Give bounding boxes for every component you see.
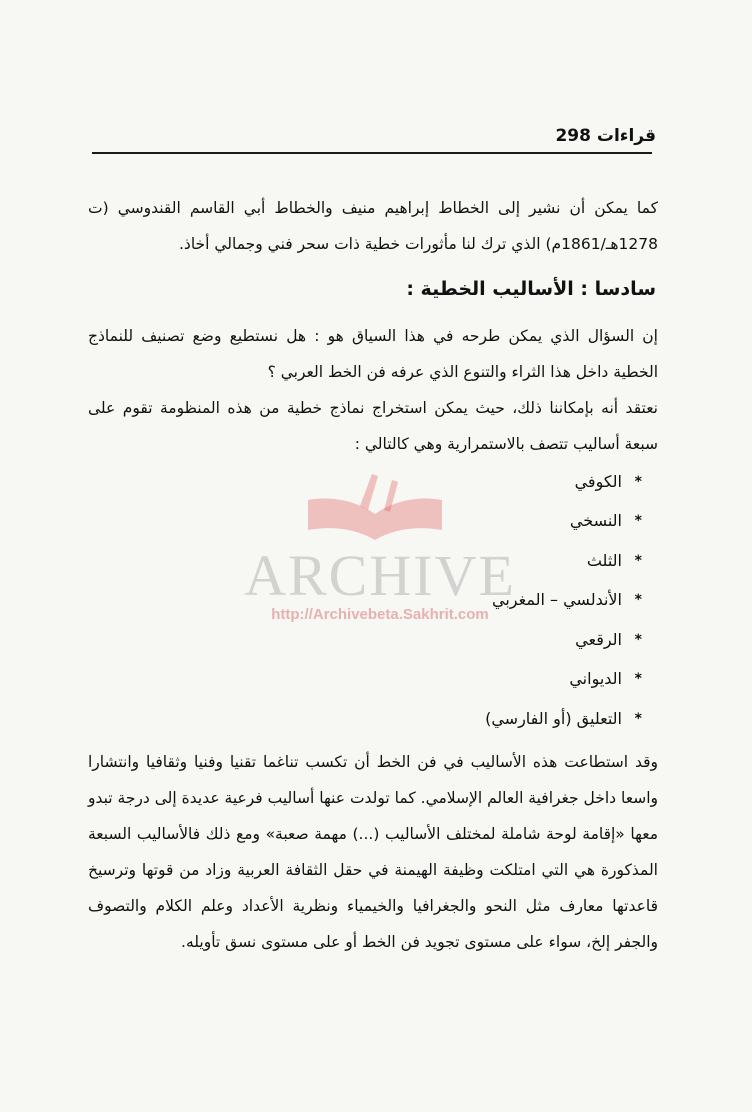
list-item (485, 581, 642, 621)
bullet-icon: * (634, 631, 642, 648)
bullet-icon: * (634, 473, 642, 490)
list-item (485, 699, 642, 739)
list-item (485, 462, 642, 502)
list-item (485, 541, 642, 581)
paragraph-question: إن السؤال الذي يمكن طرحه في هذا السياق هو : هل نستطيع وضع تصنيف للنماذج الخطية داخل هذا الثراء والتنوع الذي عرفه فن الخط العربي ؟ (88, 327, 658, 381)
list-item-label: الرقعي (575, 629, 622, 649)
list-item-label: النسخي (569, 511, 622, 531)
header-rule (92, 152, 652, 154)
bullet-icon: * (634, 671, 642, 688)
calligraphy-styles-list (485, 462, 642, 739)
list-item-label: الثلث (586, 550, 622, 570)
bullet-icon: * (634, 592, 642, 609)
open-book-logo-icon (300, 470, 450, 550)
list-item (485, 620, 642, 660)
list-item (485, 502, 642, 542)
list-item-label: الكوفي (574, 471, 622, 491)
paragraph-classification: نعتقد أنه بإمكاننا ذلك، حيث يمكن استخراج نماذج خطية من هذه المنظومة تقوم على سبعة أساليب تتصف بالاستمرارية وهي كالتالي : (88, 399, 658, 453)
list-item-label: الأندلسي – المغربي (492, 590, 622, 610)
paragraph-calligraphers: كما يمكن أن نشير إلى الخطاط إبراهيم منيف والخطاط أبي القاسم القندوسي (ت 1278هـ/1861م) الذي ترك لنا مأثورات خطية ذات سحر فني وجمالي أخاذ. (88, 199, 658, 253)
paragraph-conclusion: وقد استطاعت هذه الأساليب في فن الخط أن تكسب تناغما تقنيا وفنيا وثقافيا وانتشارا واسعا داخل جغرافية العالم الإسلامي. كما تولدت عنها أساليب فرعية عديدة إلى درجة تبدو معها «إقامة لوحة شاملة لمختلف الأساليب (...) مهمة صعبة» ومع ذلك فالأساليب السبعة المذكورة هي التي امتلكت وظيفة الهيمنة في حقل الثقافة العربية وزاد من قوتها وترسيخ قاعدتها معارف مثل النحو والجغرافيا والخيمياء ونظرية الأعداد وعلم الكلام والتصوف والجفر إلخ، سواء على مستوى تجويد فن الخط أو على مستوى نسق تأويله. (88, 753, 658, 951)
list-item-label: الديواني (569, 669, 622, 689)
bullet-icon: * (634, 513, 642, 530)
bullet-icon: * (634, 710, 642, 727)
list-item-label: التعليق (أو الفارسي) (485, 708, 622, 728)
watermark-url: http://Archivebeta.Sakhrit.com (271, 606, 489, 623)
bullet-icon: * (634, 552, 642, 569)
watermark-archive-word: ARCHIVE (244, 543, 516, 608)
section-heading: سادسا : الأساليب الخطية : (406, 278, 656, 300)
running-header: قراءات 298 (555, 126, 656, 146)
list-item (485, 660, 642, 700)
